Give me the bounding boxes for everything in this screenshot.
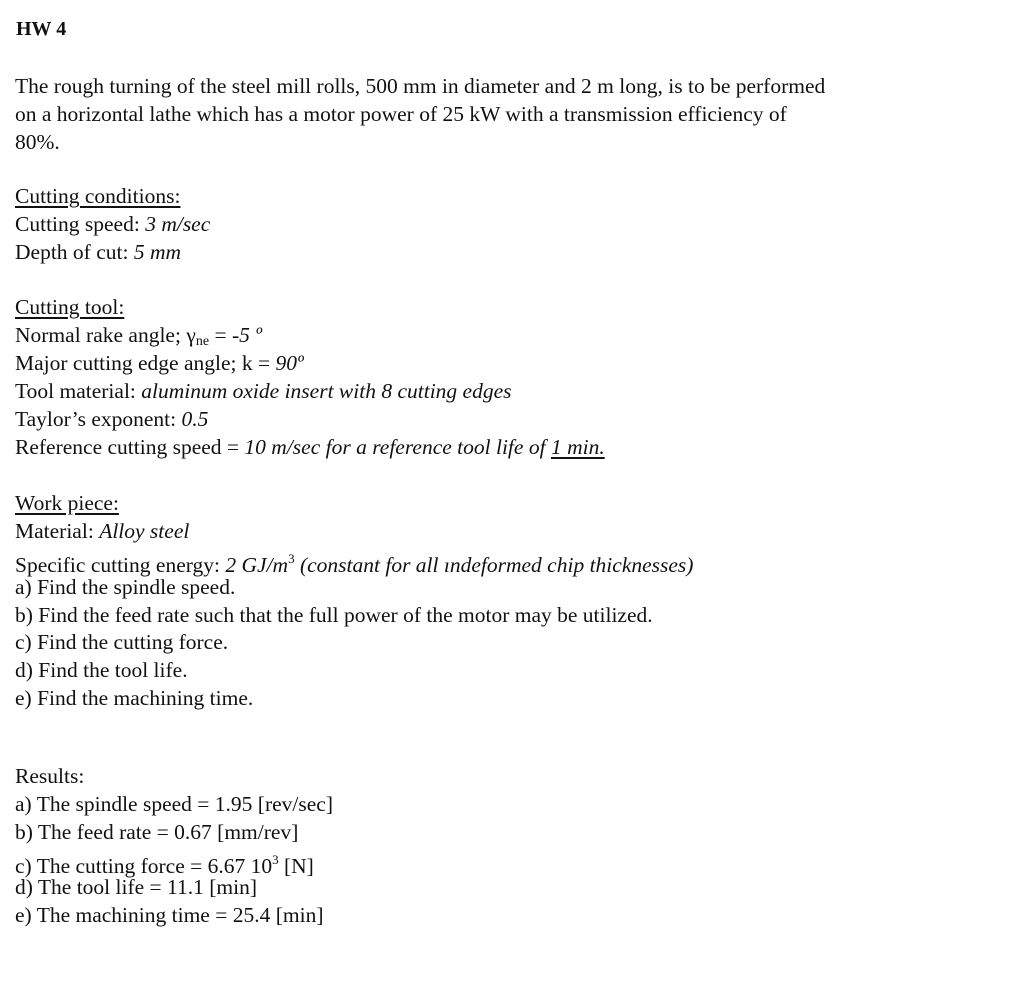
specific-energy-note: (constant for all ındeformed chip thicknesses) [294,553,694,577]
specific-energy-exponent: 3 [288,551,295,566]
specific-energy-label: Specific cutting energy: [15,553,226,577]
edge-angle-value: 90º [275,351,304,375]
tool-material-line [15,377,512,405]
result-d: d) The tool life = 11.1 [min] [15,875,258,899]
cutting-tool-heading: Cutting tool: [15,295,125,319]
edge-angle-line [15,349,304,377]
edge-angle-equals: = [252,351,276,375]
work-piece-heading: Work piece: [15,491,119,515]
rake-angle-label: Normal rake angle; γ [15,323,196,347]
taylor-exponent-value: 0.5 [181,407,209,431]
question-c: c) Find the cutting force. [15,630,229,654]
taylor-exponent-label: Taylor’s exponent: [15,407,182,431]
rake-angle-value: -5 º [231,323,262,347]
reference-tool-life: 1 min. [550,435,605,459]
result-b: b) The feed rate = 0.67 [mm/rev] [15,820,299,844]
result-c-exponent: 3 [272,852,279,867]
question-d: d) Find the tool life. [15,658,188,682]
cutting-conditions-heading: Cutting conditions: [15,184,181,208]
depth-of-cut-line [15,238,181,266]
work-material-value: Alloy steel [99,519,190,543]
depth-of-cut-value: 5 mm [133,240,182,264]
intro-line-3: 80%. [15,130,60,154]
page-title: HW 4 [16,18,67,40]
cutting-speed-line [15,210,210,238]
tool-material-label: Tool material: [15,379,142,403]
question-a: a) Find the spindle speed. [15,575,236,599]
specific-energy-value: 2 GJ/m [225,553,289,577]
rake-angle-equals: = [209,323,232,347]
result-c-unit: [N] [278,854,314,878]
result-e: e) The machining time = 25.4 [min] [15,903,324,927]
intro-line-2: on a horizontal lathe which has a motor power of 25 kW with a transmission efficiency of [15,102,787,126]
result-a: a) The spindle speed = 1.95 [rev/sec] [15,792,333,816]
question-b: b) Find the feed rate such that the full power of the motor may be utilized. [15,603,653,627]
work-material-label: Material: [15,519,100,543]
result-c-value: c) The cutting force = 6.67 10 [15,854,273,878]
depth-of-cut-label: Depth of cut: [15,240,134,264]
tool-material-value: aluminum oxide insert with 8 cutting edges [141,379,512,403]
taylor-exponent-line [15,405,208,433]
reference-speed-line [15,433,605,461]
reference-speed-label: Reference cutting speed = [15,435,245,459]
reference-speed-value: 10 m/sec for a reference tool life of [244,435,551,459]
edge-angle-symbol: k [241,351,253,375]
rake-angle-subscript: ne [195,334,210,349]
cutting-speed-label: Cutting speed: [15,212,146,236]
work-material-line [15,517,189,545]
intro-line-1: The rough turning of the steel mill rolls, 500 mm in diameter and 2 m long, is to be performed [15,74,826,98]
edge-angle-label: Major cutting edge angle; [15,351,242,375]
question-e: e) Find the machining time. [15,686,254,710]
cutting-speed-value: 3 m/sec [145,212,211,236]
results-heading: Results: [15,764,85,788]
